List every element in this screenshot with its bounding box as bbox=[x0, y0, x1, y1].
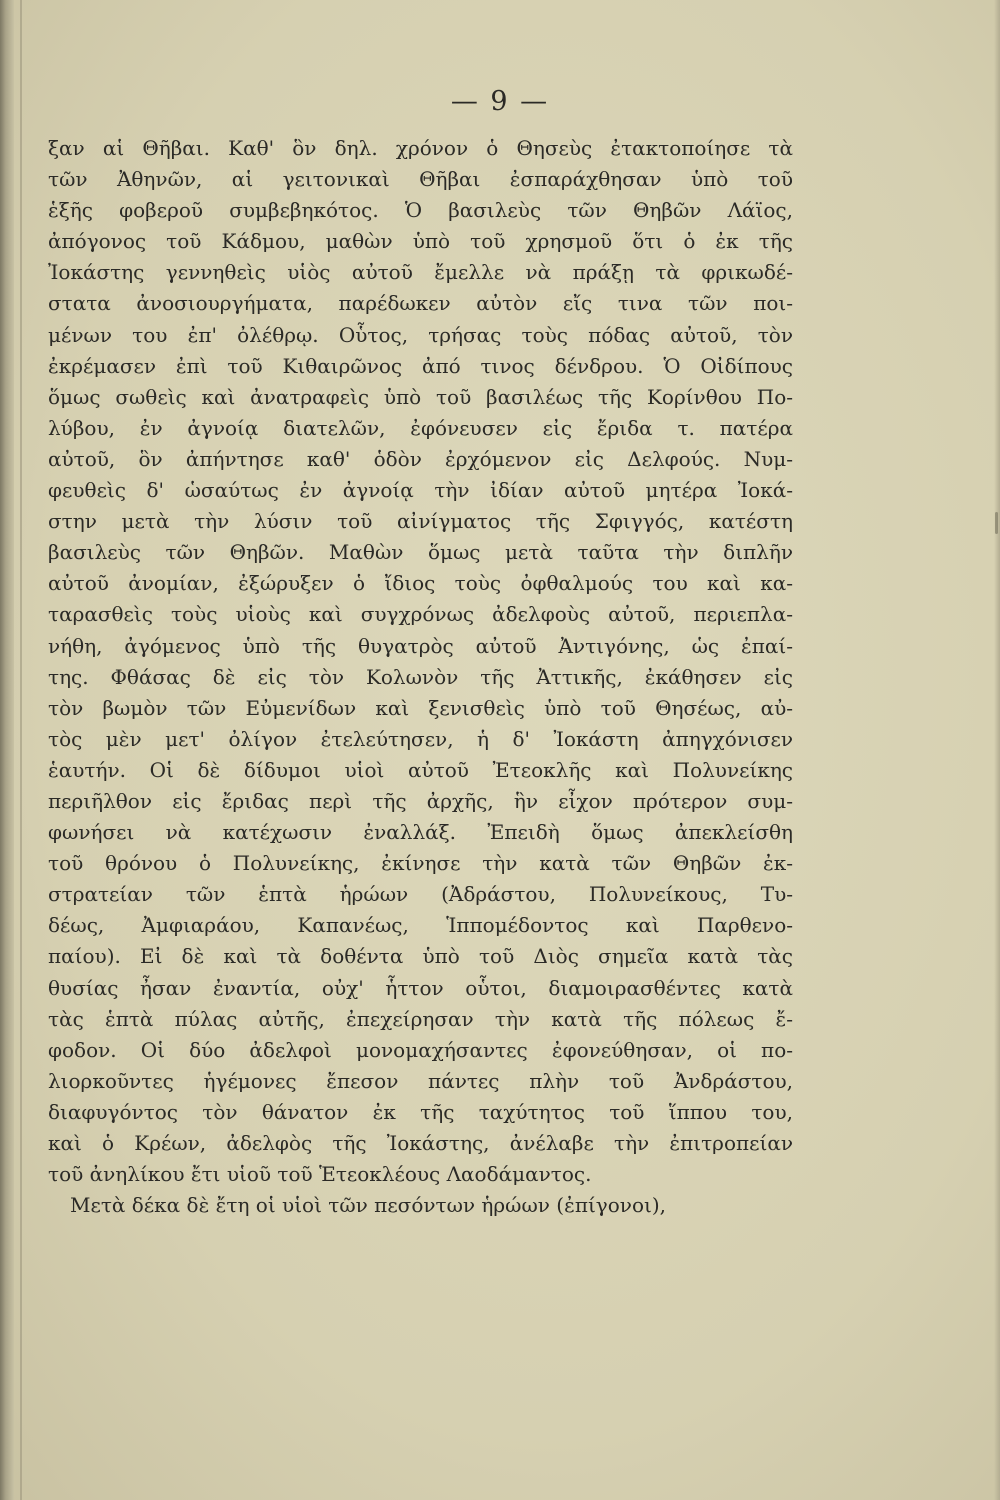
text-line: καὶ ὁ Κρέων, ἀδελφὸς τῆς Ἰοκάστης, ἀνέλαβε τὴν ἐπιτροπείαν bbox=[48, 1131, 793, 1155]
text-line: λύβου, ἐν ἀγνοίᾳ διατελῶν, ἐφόνευσεν εἰς ἔριδα τ. πατέρα bbox=[48, 415, 793, 440]
text-line: φοδον. Οἱ δύο ἀδελφοὶ μονομαχήσαντες ἐφονεύθησαν, οἱ πο- bbox=[48, 1037, 793, 1062]
text-line: στην μετὰ τὴν λύσιν τοῦ αἰνίγματος τῆς Σφιγγός, κατέστη bbox=[48, 509, 793, 534]
text-line: ὅμως σωθεὶς καὶ ἀνατραφεὶς ὑπὸ τοῦ βασιλέως τῆς Κορίνθου Πο- bbox=[48, 384, 793, 409]
text-line: δέως, Ἀμφιαράου, Καπανέως, Ἱππομέδοντος καὶ Παρθενο- bbox=[48, 913, 793, 938]
text-line: τὰς ἑπτὰ πύλας αὐτῆς, ἐπεχείρησαν τὴν κατὰ τῆς πόλεως ἔ- bbox=[48, 1006, 793, 1031]
text-line: ἐκρέμασεν ἐπὶ τοῦ Κιθαιρῶνος ἀπό τινος δένδρου. Ὁ Οἰδίπους bbox=[48, 353, 793, 378]
text-line: βασιλεὺς τῶν Θηβῶν. Μαθὼν ὅμως μετὰ ταῦτα τὴν διπλῆν bbox=[48, 540, 793, 565]
binding-crease bbox=[20, 0, 22, 1500]
text-line: ἑξῆς φοβεροῦ συμβεβηκότος. Ὁ βασιλεὺς τῶν Θηβῶν Λάϊος, bbox=[48, 198, 793, 223]
text-line: τοῦ θρόνου ὁ Πολυνείκης, ἐκίνησε τὴν κατὰ τῶν Θηβῶν ἐκ- bbox=[48, 851, 793, 876]
page-number: — 9 — bbox=[450, 86, 550, 117]
text-line: τὸς μὲν μετ' ὀλίγον ἐτελεύτησεν, ἡ δ' Ἰοκάστη ἀπηγχόνισεν bbox=[48, 726, 793, 751]
text-line: φωνήσει νὰ κατέχωσιν ἐναλλάξ. Ἐπειδὴ ὅμως ἀπεκλείσθη bbox=[48, 820, 793, 845]
text-line: στατα ἀνοσιουργήματα, παρέδωκεν αὐτὸν εἴς τινα τῶν ποι- bbox=[48, 291, 793, 316]
text-line: μένων του ἐπ' ὀλέθρῳ. Οὗτος, τρήσας τοὺς πόδας αὐτοῦ, τὸν bbox=[48, 322, 793, 347]
text-line: παίου). Εἰ δὲ καὶ τὰ δοθέντα ὑπὸ τοῦ Διὸς σημεῖα κατὰ τὰς bbox=[48, 944, 793, 969]
page-right-edge bbox=[994, 0, 1000, 1500]
text-line: διαφυγόντος τὸν θάνατον ἐκ τῆς ταχύτητος τοῦ ἵππου του, bbox=[48, 1099, 793, 1124]
text-line: Ἰοκάστης γεννηθεὶς υἱὸς αὐτοῦ ἔμελλε νὰ πράξῃ τὰ φρικωδέ- bbox=[48, 260, 793, 285]
text-line: φευθεὶς δ' ὡσαύτως ἐν ἀγνοίᾳ τὴν ἰδίαν αὐτοῦ μητέρα Ἰοκά- bbox=[48, 478, 793, 503]
text-line: της. Φθάσας δὲ εἰς τὸν Κολωνὸν τῆς Ἀττικῆς, ἐκάθησεν εἰς bbox=[48, 664, 793, 689]
text-line: νήθη, ἀγόμενος ὑπὸ τῆς θυγατρὸς αὐτοῦ Ἀντιγόνης, ὡς ἐπαί- bbox=[48, 633, 793, 658]
text-line: λιορκοῦντες ἡγέμονες ἔπεσον πάντες πλὴν τοῦ Ἀνδράστου, bbox=[48, 1068, 793, 1093]
text-line: θυσίας ἦσαν ἐναντία, οὐχ' ἧττον οὗτοι, διαμοιρασθέντες κατὰ bbox=[48, 975, 793, 1000]
text-line: ξαν αἱ Θῆβαι. Καθ' ὃν δηλ. χρόνον ὁ Θησεὺς ἐτακτοποίησε τὰ bbox=[48, 136, 793, 160]
margin-mark bbox=[995, 512, 998, 534]
text-line: αὐτοῦ, ὃν ἀπήντησε καθ' ὁδὸν ἐρχόμενον εἰς Δελφούς. Νυμ- bbox=[48, 446, 793, 471]
text-line: τῶν Ἀθηνῶν, αἱ γειτονικαὶ Θῆβαι ἐσπαράχθησαν ὑπὸ τοῦ bbox=[48, 167, 793, 192]
body-text bbox=[48, 133, 793, 1221]
text-line: τοῦ ἀνηλίκου ἔτι υἱοῦ τοῦ Ἑτεοκλέους Λαοδάμαντος. bbox=[48, 1162, 592, 1187]
text-line: ἀπόγονος τοῦ Κάδμου, μαθὼν ὑπὸ τοῦ χρησμοῦ ὅτι ὁ ἐκ τῆς bbox=[48, 229, 793, 254]
text-line: αὐτοῦ ἀνομίαν, ἐξώρυξεν ὁ ἴδιος τοὺς ὀφθαλμούς του καὶ κα- bbox=[48, 571, 793, 596]
text-line: περιῆλθον εἰς ἔριδας περὶ τῆς ἀρχῆς, ἣν εἶχον πρότερον συμ- bbox=[48, 788, 793, 813]
page-binding-edge bbox=[0, 0, 14, 1500]
text-line: ἑαυτήν. Οἱ δὲ δίδυμοι υἱοὶ αὐτοῦ Ἐτεοκλῆς καὶ Πολυνείκης bbox=[48, 757, 793, 782]
text-line: τὸν βωμὸν τῶν Εὐμενίδων καὶ ξενισθεὶς ὑπὸ τοῦ Θησέως, αὐ- bbox=[48, 695, 793, 720]
text-line: στρατείαν τῶν ἑπτὰ ἡρώων (Ἀδράστου, Πολυνείκους, Τυ- bbox=[48, 882, 793, 907]
paragraph-start-line: Μετὰ δέκα δὲ ἔτη οἱ υἱοὶ τῶν πεσόντων ἡρώων (ἐπίγονοι), bbox=[70, 1193, 667, 1218]
text-line: ταρασθεὶς τοὺς υἱοὺς καὶ συγχρόνως ἀδελφοὺς αὐτοῦ, περιεπλα- bbox=[48, 602, 793, 627]
